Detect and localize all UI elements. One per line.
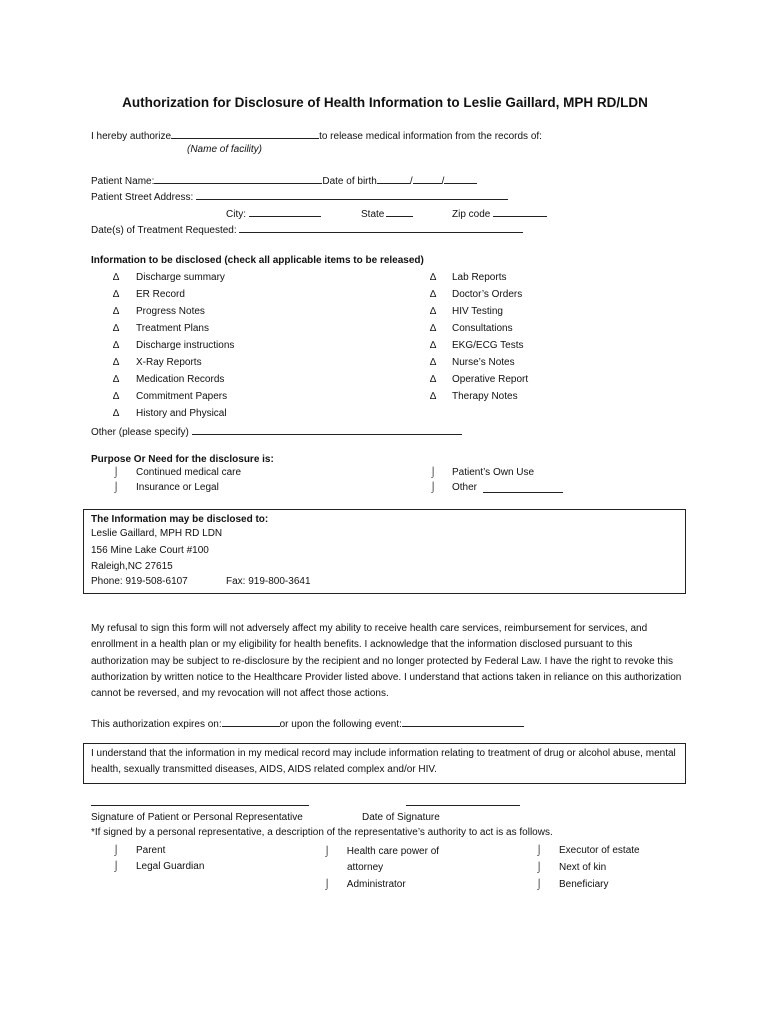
info-left-label: ER Record xyxy=(136,289,185,300)
info-left-label: Discharge summary xyxy=(136,272,225,283)
info-right-item[interactable] xyxy=(428,323,513,334)
info-right-item[interactable] xyxy=(428,374,529,385)
checkbox-icon[interactable]: ∆ xyxy=(429,340,437,351)
info-right-item[interactable] xyxy=(428,391,518,402)
recipient-name: Leslie Gaillard, MPH RD LDN xyxy=(91,528,223,539)
rep-option-label: Health care power of xyxy=(346,846,440,857)
purpose-right-label: Other xyxy=(452,482,478,493)
checkbox-icon[interactable]: ∆ xyxy=(429,391,437,402)
other-specify-row xyxy=(91,425,462,438)
other-specify-label: Other (please specify) xyxy=(91,427,189,438)
checkbox-icon[interactable]: ∆ xyxy=(112,357,120,368)
checkbox-icon[interactable]: ∆ xyxy=(112,391,120,402)
zip-row xyxy=(452,207,547,220)
address-label: Patient Street Address: xyxy=(91,192,194,203)
purpose-right-item[interactable] xyxy=(428,482,478,493)
address-row xyxy=(91,190,508,203)
checkbox-icon[interactable]: ⌡ xyxy=(112,861,120,872)
checkbox-icon[interactable]: ∆ xyxy=(112,340,120,351)
expiry-date-field[interactable] xyxy=(222,717,280,727)
rep-option-label: Administrator xyxy=(346,879,406,890)
checkbox-icon[interactable]: ∆ xyxy=(429,374,437,385)
info-right-item[interactable] xyxy=(428,340,524,351)
dob-day-field[interactable] xyxy=(413,174,442,184)
rep-option-col3-label: Executor of estate xyxy=(559,845,640,856)
state-row xyxy=(361,207,413,220)
checkbox-icon[interactable]: ⌡ xyxy=(112,482,120,493)
signature-label: Signature of Patient or Personal Representative xyxy=(91,812,303,823)
checkbox-icon[interactable]: ⌡ xyxy=(429,467,437,478)
info-left-item[interactable] xyxy=(111,323,209,334)
treatment-dates-label: Date(s) of Treatment Requested: xyxy=(91,225,237,236)
checkbox-icon[interactable]: ∆ xyxy=(112,374,120,385)
checkbox-icon[interactable]: ∆ xyxy=(112,306,120,317)
info-right-label: Therapy Notes xyxy=(452,391,518,402)
authorize-prefix: I hereby authorize xyxy=(91,131,172,142)
other-specify-field[interactable] xyxy=(192,425,462,435)
notice-paragraph: I understand that the information in my medical record may include information relating to treatment of drug or alcohol abuse, mental health, sexually transmitted diseases, AIDS, AIDS related complex and/or HIV. xyxy=(91,748,676,776)
checkbox-icon[interactable]: ⌡ xyxy=(323,879,331,890)
info-heading: Information to be disclosed (check all applicable items to be released) xyxy=(91,255,424,266)
info-left-label: Medication Records xyxy=(136,374,225,385)
refusal-paragraph: My refusal to sign this form will not adversely affect my ability to receive health care services, reimbursement for services, and enrollment in a health plan or my eligibility for health benefits. I acknowledge that the information disclosed pursuant to this authorization may be subject to re-disclosure by the recipient and no longer protected by Federal Law. I have the right to revoke this authorization by written notice to the Healthcare Provider listed above. I understand that actions taken in reliance on this authorization cannot be reversed, and my revocation will not affect those actions. xyxy=(91,623,682,700)
signature-date-label: Date of Signature xyxy=(362,812,440,823)
address-field[interactable] xyxy=(196,190,508,200)
info-left-label: Progress Notes xyxy=(136,306,205,317)
checkbox-icon[interactable]: ⌡ xyxy=(535,862,543,873)
purpose-left-item[interactable] xyxy=(111,482,219,493)
authorize-line xyxy=(91,129,542,142)
rep-option-col1-item[interactable] xyxy=(111,845,166,856)
expiry-row xyxy=(91,717,524,730)
info-left-label: History and Physical xyxy=(136,408,227,419)
checkbox-icon[interactable]: ∆ xyxy=(429,323,437,334)
recipient-street: 156 Mine Lake Court #100 xyxy=(91,545,209,556)
info-left-item[interactable] xyxy=(111,306,205,317)
purpose-right-item[interactable] xyxy=(428,467,535,478)
checkbox-icon[interactable]: ∆ xyxy=(112,408,120,419)
info-left-label: Discharge instructions xyxy=(136,340,235,351)
checkbox-icon[interactable]: ⌡ xyxy=(323,846,331,857)
checkbox-icon[interactable]: ∆ xyxy=(112,272,120,283)
info-left-item[interactable] xyxy=(111,357,202,368)
rep-option-col1-label: Legal Guardian xyxy=(136,861,205,872)
rep-option-col3-item[interactable] xyxy=(534,862,607,873)
treatment-dates-row xyxy=(91,223,523,236)
info-left-item[interactable] xyxy=(111,340,235,351)
rep-option-administrator[interactable] xyxy=(322,879,406,890)
info-right-label: Consultations xyxy=(452,323,513,334)
state-label: State xyxy=(361,209,385,220)
info-left-item[interactable] xyxy=(111,272,225,283)
checkbox-icon[interactable]: ∆ xyxy=(429,272,437,283)
patient-name-row xyxy=(91,174,477,187)
facility-hint: (Name of facility) xyxy=(187,144,263,155)
checkbox-icon[interactable]: ∆ xyxy=(429,289,437,300)
rep-note: *If signed by a personal representative, a description of the representative’s authority to act is as follows. xyxy=(91,827,553,838)
info-right-item[interactable] xyxy=(428,272,507,283)
info-left-label: Treatment Plans xyxy=(136,323,209,334)
authorize-suffix: to release medical information from the records of: xyxy=(319,131,542,142)
purpose-left-item[interactable] xyxy=(111,467,242,478)
state-field[interactable] xyxy=(386,207,413,217)
info-left-label: Commitment Papers xyxy=(136,391,228,402)
dob-month-field[interactable] xyxy=(377,174,410,184)
treatment-dates-field[interactable] xyxy=(239,223,523,233)
expiry-prefix: This authorization expires on: xyxy=(91,719,222,730)
patient-signature-field[interactable] xyxy=(91,797,309,806)
purpose-heading: Purpose Or Need for the disclosure is: xyxy=(91,454,274,465)
info-right-label: Operative Report xyxy=(452,374,529,385)
facility-name-field[interactable] xyxy=(171,129,319,139)
patient-name-label: Patient Name: xyxy=(91,176,155,187)
checkbox-icon[interactable]: ⌡ xyxy=(112,845,120,856)
info-left-item[interactable] xyxy=(111,391,228,402)
signature-date-field[interactable] xyxy=(406,797,520,806)
dob-year-field[interactable] xyxy=(444,174,477,184)
info-right-label: Nurse’s Notes xyxy=(452,357,515,368)
checkbox-icon[interactable]: ∆ xyxy=(112,289,120,300)
info-right-label: Doctor’s Orders xyxy=(452,289,523,300)
info-right-item[interactable] xyxy=(428,357,515,368)
purpose-right-label: Patient’s Own Use xyxy=(452,467,535,478)
info-left-item[interactable] xyxy=(111,408,227,419)
rep-option-col1-item[interactable] xyxy=(111,861,205,872)
info-right-item[interactable] xyxy=(428,289,523,300)
checkbox-icon[interactable]: ⌡ xyxy=(535,845,543,856)
dob-slash-1: / xyxy=(409,176,413,187)
recipient-fax: Fax: 919-800-3641 xyxy=(226,576,311,587)
dob-slash-2: / xyxy=(441,176,445,187)
info-right-item[interactable] xyxy=(428,306,503,317)
rep-option-col1-label: Parent xyxy=(136,845,166,856)
recipient-phone: Phone: 919-508-6107 xyxy=(91,576,188,587)
info-left-label: X-Ray Reports xyxy=(136,357,202,368)
rep-option-col3-label: Beneficiary xyxy=(559,879,609,890)
recipient-heading: The Information may be disclosed to: xyxy=(91,514,269,525)
info-right-label: Lab Reports xyxy=(452,272,507,283)
rep-option-col3-item[interactable] xyxy=(534,845,640,856)
info-right-label: EKG/ECG Tests xyxy=(452,340,524,351)
info-left-item[interactable] xyxy=(111,374,225,385)
city-field[interactable] xyxy=(249,207,321,217)
expiry-event-field[interactable] xyxy=(402,717,524,727)
info-left-item[interactable] xyxy=(111,289,185,300)
rep-option-col3-item[interactable] xyxy=(534,879,609,890)
rep-option-poa[interactable] xyxy=(322,846,439,857)
expiry-middle: or upon the following event: xyxy=(279,719,402,730)
purpose-other-field[interactable] xyxy=(483,483,563,493)
checkbox-icon[interactable]: ∆ xyxy=(429,306,437,317)
city-label: City: xyxy=(226,209,246,220)
checkbox-icon[interactable]: ⌡ xyxy=(429,482,437,493)
page-title: Authorization for Disclosure of Health Information to Leslie Gaillard, MPH RD/LDN xyxy=(122,95,648,110)
zip-label: Zip code xyxy=(452,209,491,220)
dob-label: Date of birth xyxy=(322,176,377,187)
recipient-city: Raleigh,NC 27615 xyxy=(91,561,173,572)
checkbox-icon[interactable]: ⌡ xyxy=(535,879,543,890)
checkbox-icon[interactable]: ⌡ xyxy=(112,467,120,478)
purpose-left-label: Continued medical care xyxy=(136,467,242,478)
checkbox-icon[interactable]: ∆ xyxy=(429,357,437,368)
zip-field[interactable] xyxy=(493,207,547,217)
rep-option-col3-label: Next of kin xyxy=(559,862,607,873)
checkbox-icon[interactable]: ∆ xyxy=(112,323,120,334)
patient-name-field[interactable] xyxy=(154,174,322,184)
purpose-left-label: Insurance or Legal xyxy=(136,482,219,493)
city-row xyxy=(226,207,321,220)
rep-option-poa-cont: attorney xyxy=(347,862,384,873)
info-right-label: HIV Testing xyxy=(452,306,503,317)
